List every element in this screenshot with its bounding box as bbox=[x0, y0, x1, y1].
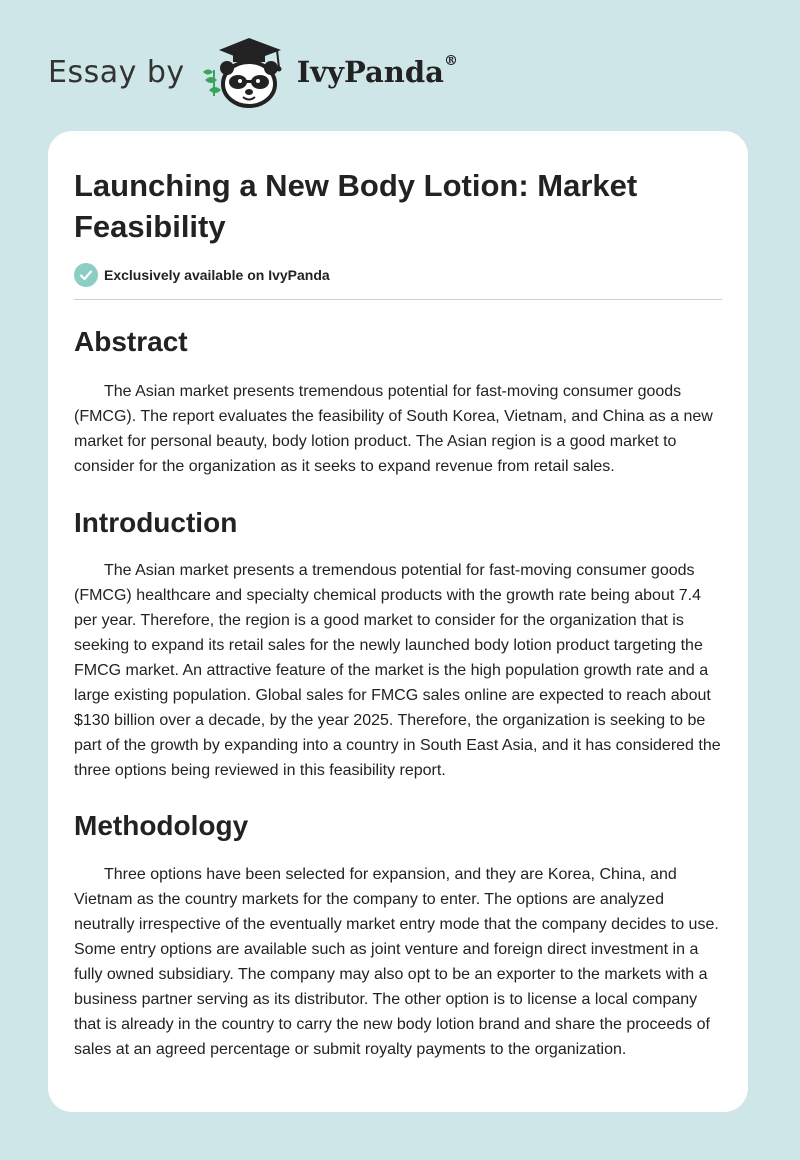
section-paragraph: Three options have been selected for expansion, and they are Korea, China, and Vietnam as the country markets for the company to enter. The options are analyzed neutrally irrespective of the eventually market entry mode that the company decides to use. Some entry options are available such as joint venture and foreign direct investment in a fully owned subsidiary. The company may also opt to be an exporter to the markets with a business partner serving as its distributor. The other option is to license a local company that is already in the country to carry the new body lotion brand and share the proceeds of sales at an agreed percentage or submit royalty payments to the organization. bbox=[74, 866, 719, 1058]
essay-card bbox=[48, 131, 748, 1112]
check-icon bbox=[74, 263, 98, 287]
section-heading: Methodology bbox=[74, 810, 249, 841]
essay-by-label: Essay by bbox=[48, 54, 185, 90]
section-paragraph: The Asian market presents a tremendous potential for fast-moving consumer goods (FMCG) healthcare and specialty chemical products with the growth rate being about 7.4 per year. Therefore, the region is a good market to consider for the organization that is seeking to expand its retail sales for the newly launched body lotion product targeting the FMCG market. An attractive feature of the market is the high population growth rate and a large existing population. Global sales for FMCG sales online are expected to reach about $130 billion over a decade, by the year 2025. Therefore, the organization is seeking to be part of the growth by expanding into a country in South East Asia, and it has considered the three options being reviewed in this feasibility report. bbox=[74, 562, 721, 779]
section-heading: Introduction bbox=[74, 507, 238, 538]
exclusive-label: Exclusively available on IvyPanda bbox=[104, 267, 330, 283]
registered-mark: ® bbox=[443, 53, 458, 69]
section-heading: Abstract bbox=[74, 326, 188, 357]
panda-mascot-icon bbox=[199, 34, 291, 110]
section-methodology bbox=[74, 808, 722, 1062]
section-introduction bbox=[74, 505, 722, 783]
ivypanda-logo[interactable] bbox=[199, 34, 458, 110]
section-abstract bbox=[74, 324, 722, 479]
exclusive-badge bbox=[74, 263, 722, 300]
brand-name: IvyPanda® bbox=[296, 53, 458, 89]
section-paragraph: The Asian market presents tremendous potential for fast-moving consumer goods (FMCG). The report evaluates the feasibility of South Korea, Vietnam, and China as a new market for personal beauty, body lotion product. The Asian region is a good market to consider for the organization as it seeks to expand revenue from retail sales. bbox=[74, 383, 713, 475]
page-title: Launching a New Body Lotion: Market Feasibility bbox=[74, 168, 638, 244]
site-header bbox=[48, 34, 458, 110]
